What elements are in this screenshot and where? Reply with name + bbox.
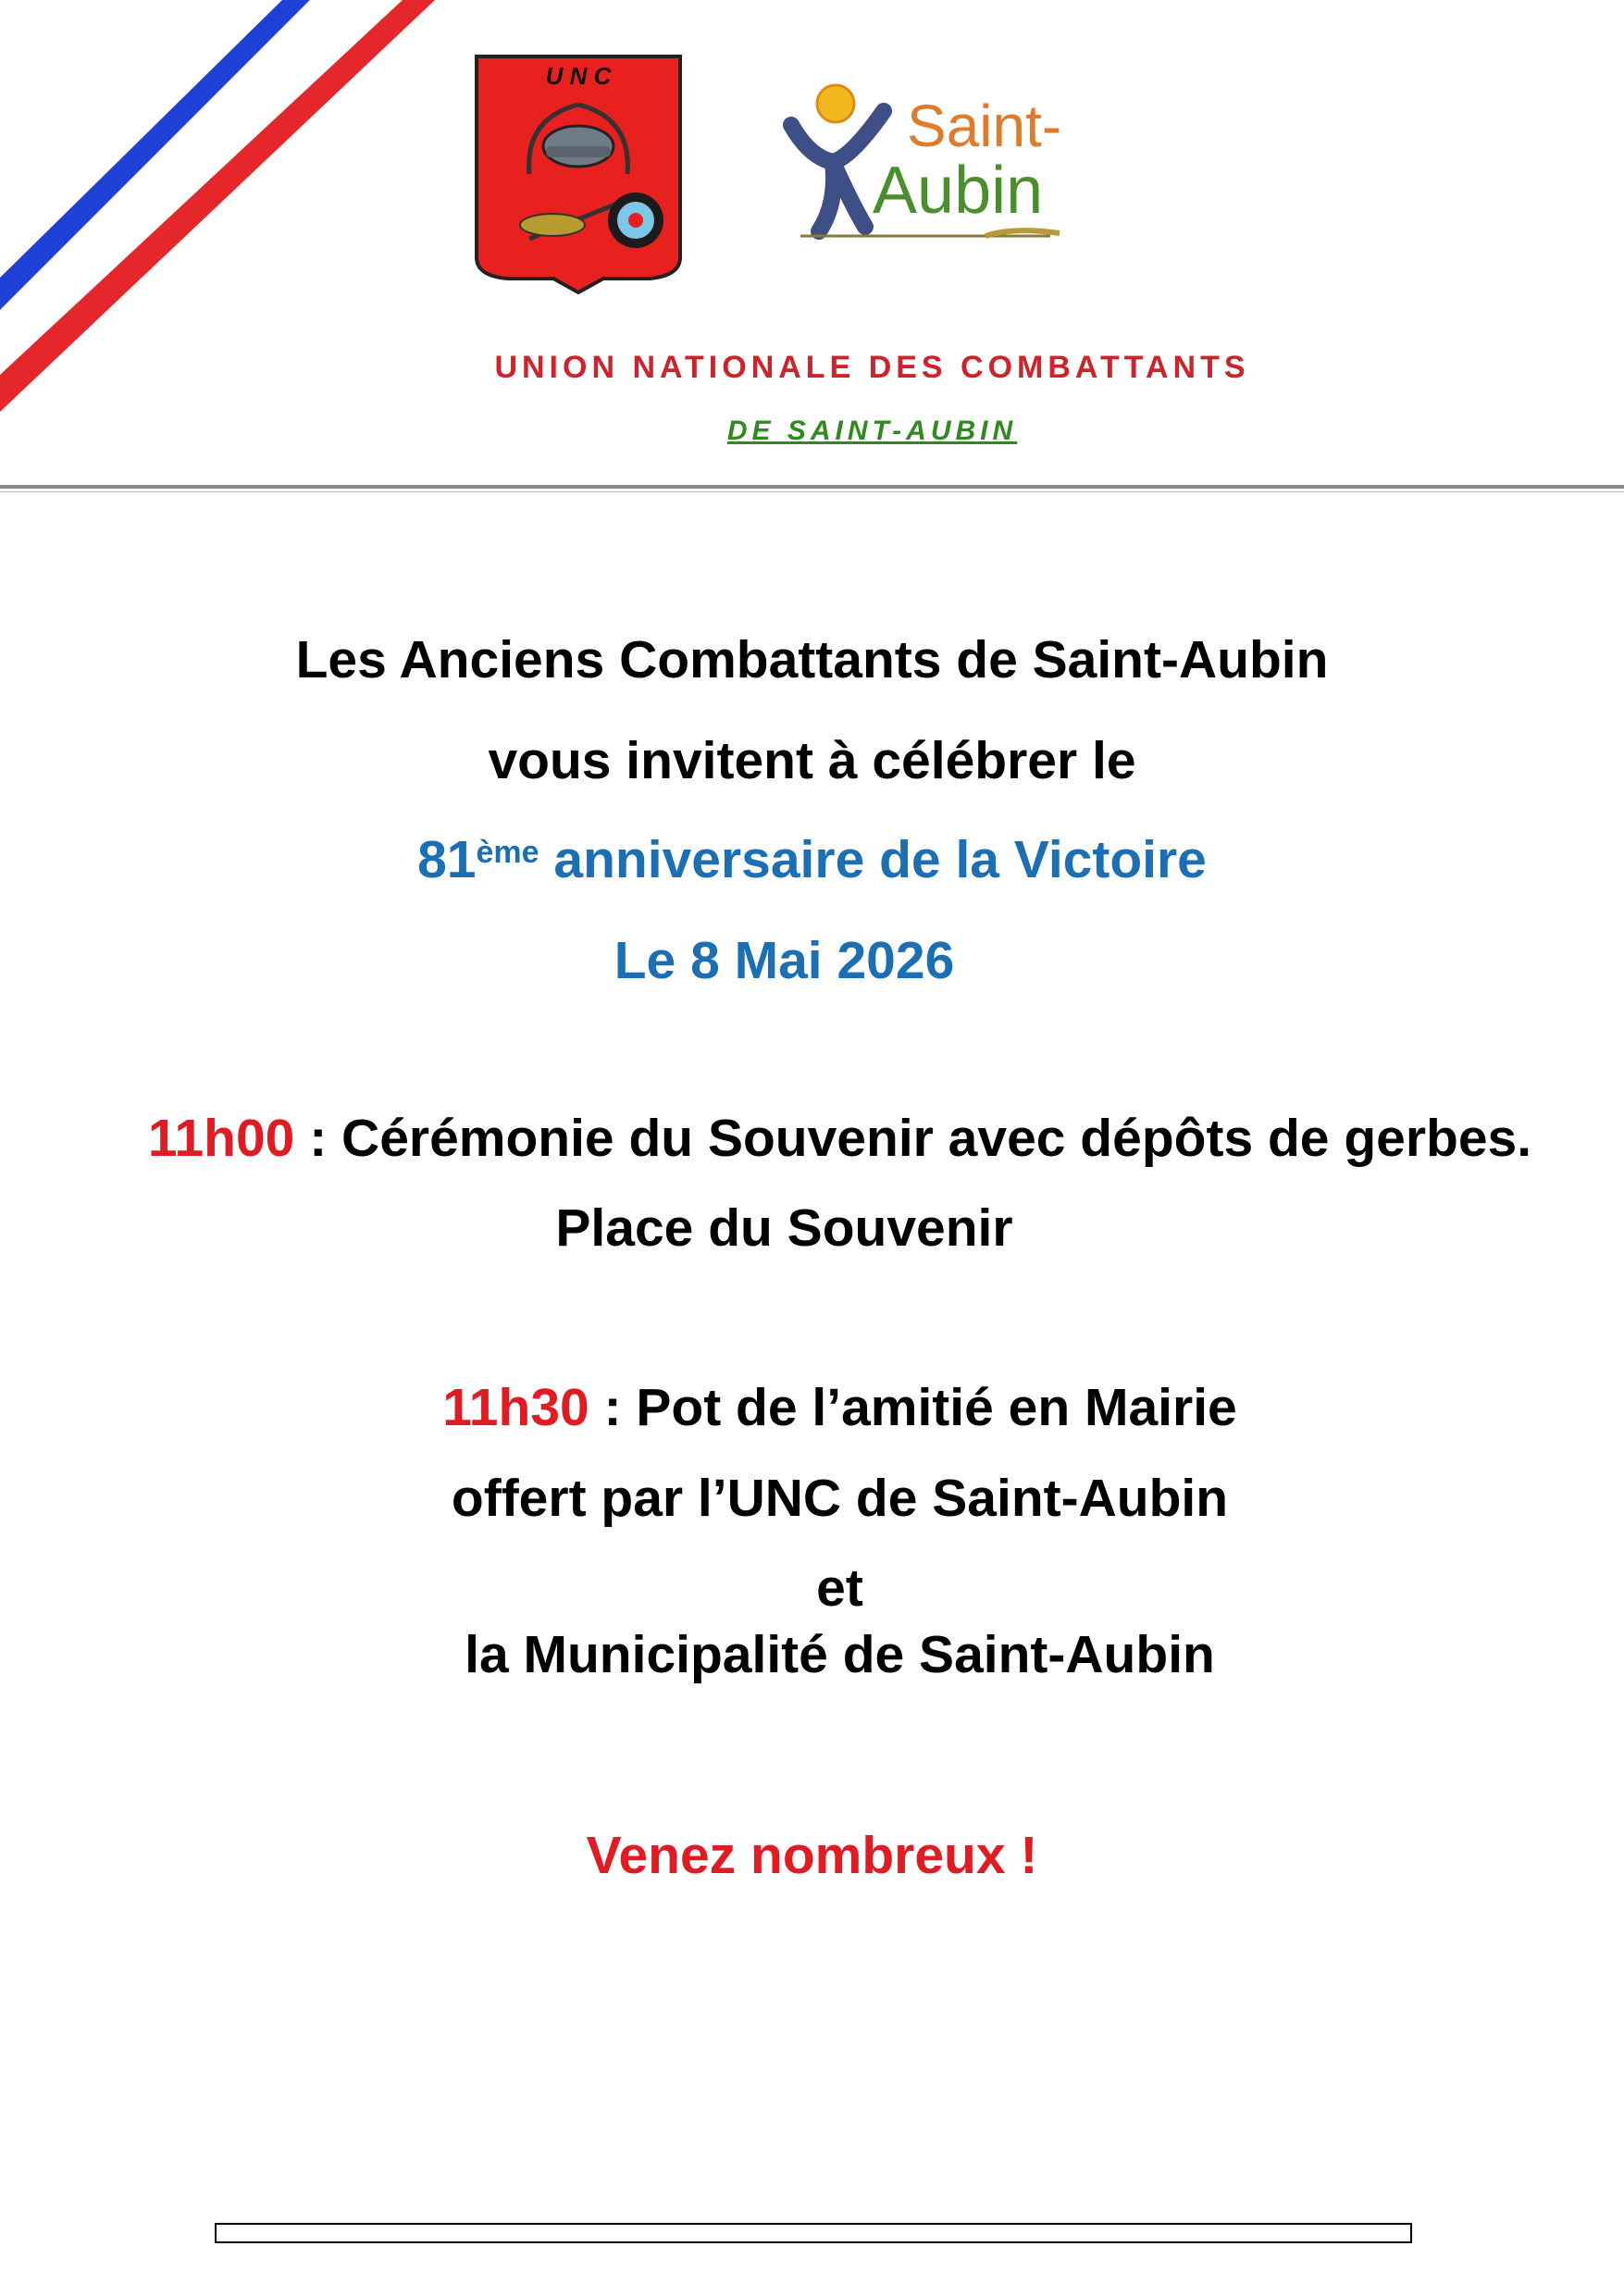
header-divider-thin bbox=[0, 491, 1624, 492]
org-subtitle: DE SAINT-AUBIN bbox=[726, 416, 1018, 446]
org-name: UNION NATIONALE DES COMBATTANTS bbox=[494, 350, 1250, 385]
program-item-2 bbox=[28, 1375, 1624, 1440]
place-1: Place du Souvenir bbox=[555, 1198, 1013, 1258]
offer-line: offert par l’UNC de Saint-Aubin bbox=[451, 1469, 1229, 1528]
unc-logo-text: U N C bbox=[545, 62, 612, 90]
municipality-line: la Municipalité de Saint-Aubin bbox=[465, 1625, 1215, 1684]
anniversary-line bbox=[0, 827, 1624, 892]
and-line: et bbox=[816, 1558, 863, 1618]
footer-box bbox=[215, 2223, 1412, 2243]
unc-shield-logo bbox=[474, 54, 683, 296]
anniversary-ordinal: ème bbox=[476, 835, 539, 870]
event-2: : Pot de l’amitié en Mairie bbox=[589, 1378, 1237, 1437]
header-divider bbox=[0, 485, 1624, 489]
closing-line: Venez nombreux ! bbox=[586, 1826, 1038, 1885]
sa-logo-top: Saint- bbox=[907, 93, 1062, 159]
time-1: 11h00 bbox=[147, 1109, 295, 1168]
event-1: : Cérémonie du Souvenir avec dépôts de gerbes. bbox=[294, 1109, 1532, 1168]
invitation-line-2: vous invitent à célébrer le bbox=[488, 731, 1136, 790]
anniversary-text: anniversaire de la Victoire bbox=[539, 830, 1207, 889]
sa-logo-bottom: Aubin bbox=[873, 154, 1044, 228]
invitation-line-1: Les Anciens Combattants de Saint-Aubin bbox=[295, 630, 1329, 689]
anniversary-number: 81 bbox=[417, 830, 477, 889]
time-2: 11h30 bbox=[442, 1378, 589, 1437]
program-item-1 bbox=[28, 1106, 1624, 1171]
event-date: Le 8 Mai 2026 bbox=[614, 931, 955, 990]
saint-aubin-logo bbox=[782, 74, 1097, 264]
